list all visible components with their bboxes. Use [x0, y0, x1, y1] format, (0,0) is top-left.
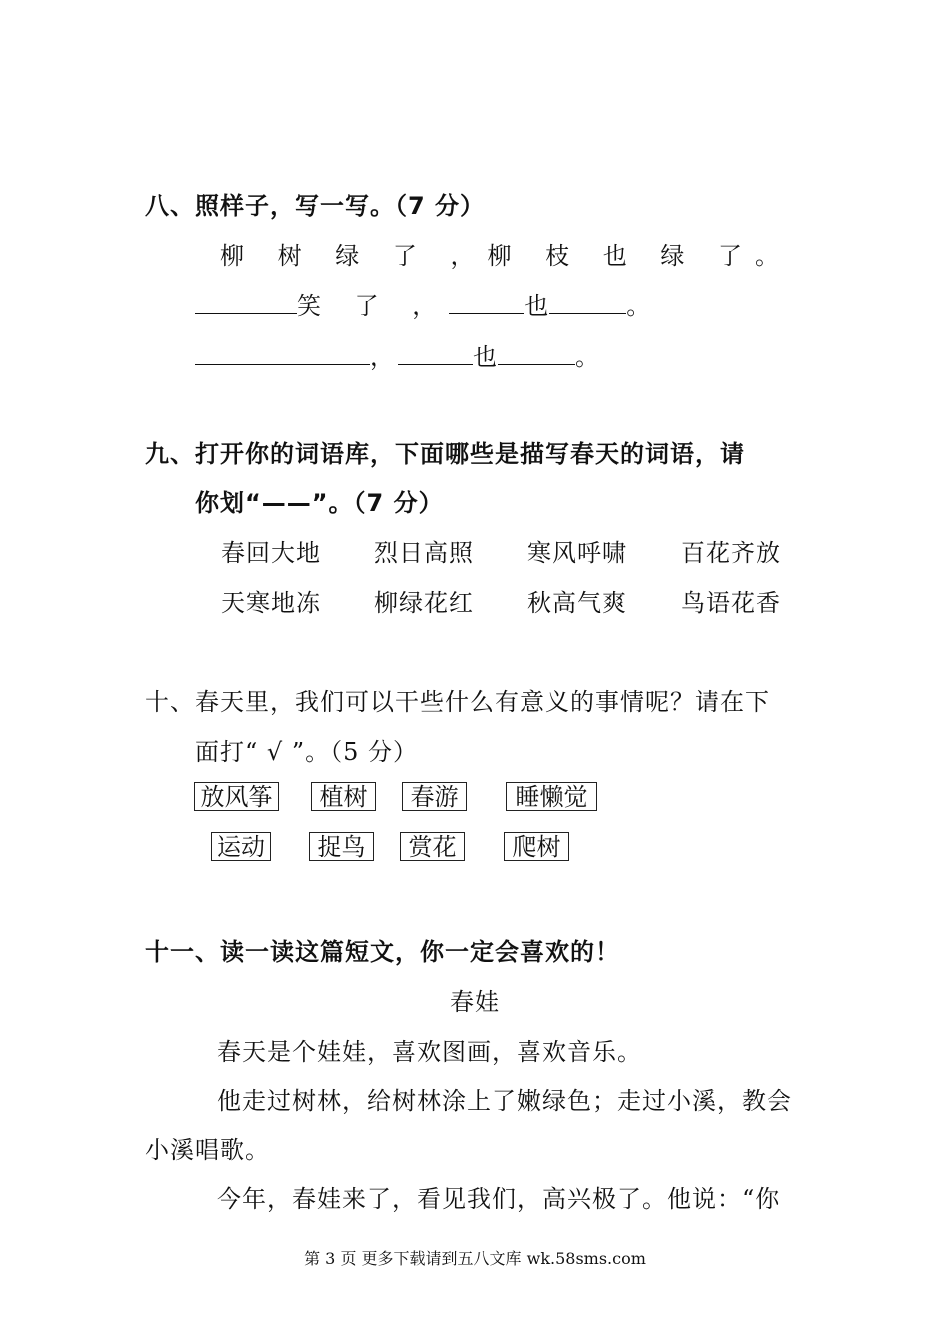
activity-option[interactable]: 植树 [311, 782, 376, 811]
q10-title-line1: 十、春天里，我们可以干些什么有意义的事情呢？请在下 [145, 688, 770, 716]
story-paragraph-2-line1: 他走过树林，给树林涂上了嫩绿色；走过小溪，教会 [217, 1087, 792, 1115]
activity-option[interactable]: 赏花 [400, 832, 465, 861]
word-item[interactable]: 寒风呼啸 [527, 539, 627, 567]
q9-title-line1: 九、打开你的词语库，下面哪些是描写春天的词语，请 [145, 440, 745, 468]
page-footer: 第 3 页 更多下载请到五八文库 wk.58sms.com [304, 1249, 646, 1268]
activity-option[interactable]: 放风筝 [194, 782, 279, 811]
word-item[interactable]: 秋高气爽 [527, 589, 627, 617]
q8-line2-text: 笑 了 ， [297, 292, 450, 320]
activity-option[interactable]: 捉鸟 [309, 832, 374, 861]
blank-field[interactable] [195, 342, 370, 365]
story-paragraph-1: 春天是个娃娃，喜欢图画，喜欢音乐。 [217, 1038, 642, 1066]
q8-line2-also: 也 [524, 292, 550, 320]
word-item[interactable]: 百花齐放 [681, 539, 781, 567]
word-item[interactable]: 鸟语花香 [681, 589, 781, 617]
q8-line3-also: 也 [473, 343, 498, 371]
blank-field[interactable] [449, 291, 524, 314]
q11-title: 十一、读一读这篇短文，你一定会喜欢的！ [145, 938, 620, 966]
blank-field[interactable] [549, 291, 626, 314]
activity-option[interactable]: 睡懒觉 [506, 782, 597, 811]
q8-line3-comma: ， [370, 343, 395, 371]
blank-field[interactable] [195, 291, 297, 314]
blank-field[interactable] [398, 342, 473, 365]
activity-option[interactable]: 运动 [211, 832, 271, 861]
blank-field[interactable] [498, 342, 575, 365]
activity-option[interactable]: 春游 [402, 782, 467, 811]
story-title: 春娃 [450, 988, 500, 1016]
word-item[interactable]: 烈日高照 [374, 539, 474, 567]
word-item[interactable]: 春回大地 [221, 539, 321, 567]
q8-line3-end: 。 [575, 343, 600, 371]
story-paragraph-3-line1: 今年，春娃来了，看见我们，高兴极了。他说：“你 [217, 1185, 781, 1213]
q8-line2 [195, 286, 651, 321]
q8-line2-end: 。 [626, 292, 652, 320]
story-paragraph-2-line2: 小溪唱歌。 [145, 1136, 270, 1164]
q9-title-line2: 你划“——”。（7 分） [195, 489, 444, 517]
word-item[interactable]: 天寒地冻 [221, 589, 321, 617]
word-item[interactable]: 柳绿花红 [374, 589, 474, 617]
q8-example: 柳 树 绿 了 ，柳 枝 也 绿 了。 [220, 242, 793, 270]
activity-option[interactable]: 爬树 [504, 832, 569, 861]
q10-title-line2: 面打“ √ ”。（5 分） [195, 738, 418, 766]
q8-title: 八、照样子，写一写。（7 分） [145, 192, 486, 220]
q8-line3 [195, 337, 600, 372]
